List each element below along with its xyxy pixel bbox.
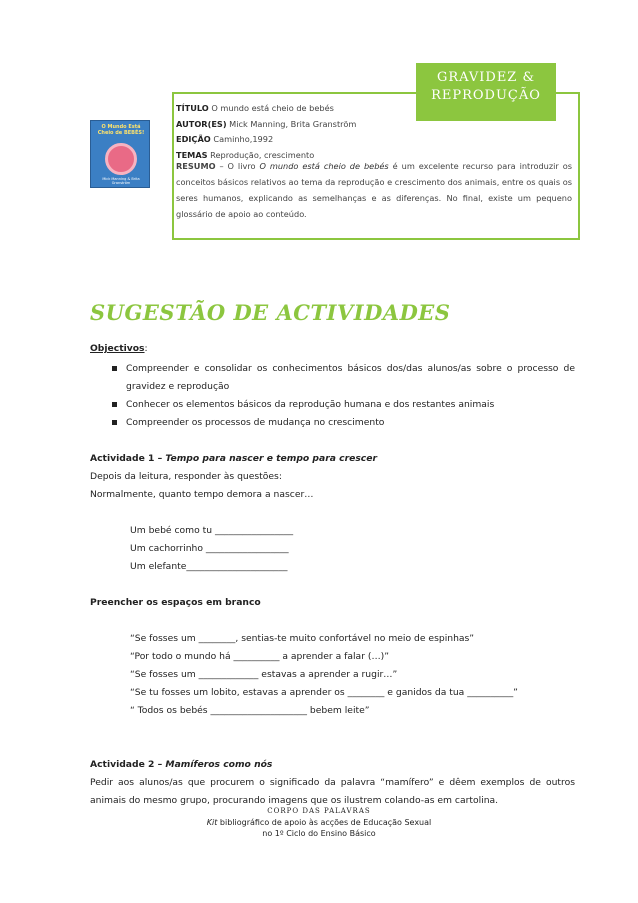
book-cover-image (90, 120, 150, 188)
footer-kit: Kit (206, 818, 218, 827)
objective-item: Conhecer os elementos básicos da reprodução humana e dos restantes animais (90, 396, 575, 414)
objectives-heading: Objectivos: (90, 343, 148, 354)
fill-blanks-heading: Preencher os espaços em branco (90, 597, 261, 608)
fill-blank-line: “Por todo o mundo há __________ a aprender a falar (…)” (130, 651, 390, 662)
fill-blank-line: “Se fosses um _____________ estavas a aprender a rugir…” (130, 669, 398, 680)
activity2-heading (90, 756, 575, 774)
theme-tag (416, 63, 556, 121)
activity1-title: Tempo para nascer e tempo para crescer (165, 453, 378, 464)
activities-content (90, 340, 575, 810)
activity1-heading (90, 450, 575, 468)
footer-line2 (0, 817, 638, 828)
page-footer (0, 806, 638, 839)
objectives-label: Objectivos (90, 343, 145, 354)
themes-label: TEMAS (176, 149, 208, 160)
cover-title: O Mundo Está Cheio de BEBÉS! (97, 124, 145, 136)
activity1-answer: Um elefante______________________ (130, 561, 288, 572)
edition-label: EDIÇÃO (176, 134, 211, 144)
fill-blank-line: “ Todos os bebés _____________________ bebem leite” (130, 705, 370, 716)
activity2-text: Pedir aos alunos/as que procurem o significado da palavra “mamífero” e dêem exemplos de outros animais do mesmo grupo, procurando imagens que os ilustrem colando-as em cartolina. (90, 777, 575, 806)
summary-book-title: O mundo está cheio de bebés (259, 161, 389, 171)
theme-tag-line1: GRAVIDEZ & (436, 70, 536, 85)
fill-blank-line: “Se fosses um ________, sentias-te muito confortável no meio de espinhas” (130, 633, 475, 644)
book-metadata (176, 101, 416, 163)
baby-illustration-icon (105, 143, 137, 175)
summary-intro: – O livro (219, 161, 256, 171)
objective-item: Compreender os processos de mudança no crescimento (90, 414, 575, 432)
cover-authors: Mick Manning & Brita Granström (102, 177, 140, 185)
book-edition: Caminho,1992 (213, 134, 274, 144)
summary-text: é um excelente recurso para introduzir os conceitos básicos relativos ao tema da reprodução e crescimento dos animais, entre os quais os seres humanos, explicando as semelhanças e as diferenças. No final, existe um pequeno glossário de apoio ao conteúdo. (176, 161, 573, 219)
footer-line3: no 1º Ciclo do Ensino Básico (262, 829, 376, 838)
activity1-answer: Um bebé como tu _________________ (130, 525, 294, 536)
footer-kit-text: bibliográfico de apoio às acções de Educação Sexual (219, 818, 432, 827)
summary-label: RESUMO (176, 161, 216, 171)
book-author-row (176, 117, 416, 133)
activity1-answer: Um cachorrinho __________________ (130, 543, 289, 554)
book-edition-row (176, 132, 416, 148)
title-label: TÍTULO (176, 103, 209, 113)
objective-item: Compreender e consolidar os conhecimentos básicos dos/das alunos/as sobre o processo de gravidez e reprodução (90, 360, 575, 396)
activity1-line1: Depois da leitura, responder às questões: (90, 471, 282, 482)
book-title-row (176, 101, 416, 117)
book-themes: Reprodução, crescimento (210, 149, 315, 160)
section-title: SUGESTÃO DE ACTIVIDADES (90, 300, 451, 325)
objectives-list (90, 360, 575, 432)
book-title: O mundo está cheio de bebés (211, 103, 334, 113)
activity1-label: Actividade 1 – (90, 453, 163, 464)
footer-title: CORPO DAS PALAVRAS (267, 807, 371, 815)
theme-tag-line2: REPRODUÇÃO (431, 88, 541, 103)
fill-blank-line: “Se tu fosses um lobito, estavas a aprender os ________ e ganidos da tua __________” (130, 687, 518, 698)
author-label: AUTOR(ES) (176, 118, 227, 129)
book-summary (176, 158, 572, 222)
activity2-label: Actividade 2 – (90, 759, 163, 770)
book-author: Mick Manning, Brita Granström (229, 118, 357, 129)
activity1-line2: Normalmente, quanto tempo demora a nascer… (90, 489, 314, 500)
activity2-title: Mamíferos como nós (165, 759, 273, 770)
